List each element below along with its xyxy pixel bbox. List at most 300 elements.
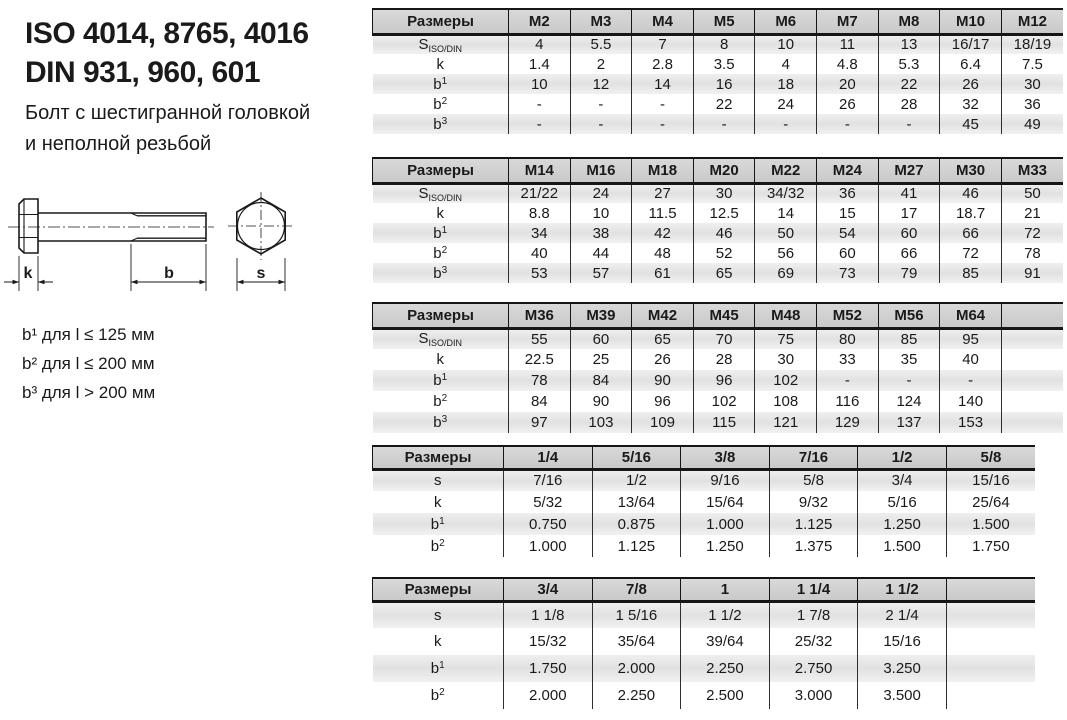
table-cell: 5.3 bbox=[878, 54, 940, 74]
table-cell: - bbox=[817, 370, 879, 391]
table-row bbox=[373, 491, 1036, 513]
table-cell: 39/64 bbox=[681, 628, 770, 655]
table-cell: 1 1/8 bbox=[504, 601, 593, 628]
table-cell: 34/32 bbox=[755, 183, 817, 203]
table-row bbox=[373, 34, 1064, 54]
table-row bbox=[373, 263, 1064, 283]
column-header: 1/4 bbox=[504, 446, 593, 469]
row-label: $b^2$ bbox=[430, 537, 445, 555]
table-cell: 49 bbox=[1001, 114, 1063, 134]
table-cell: 5/32 bbox=[504, 491, 593, 513]
table-cell: 0.875 bbox=[592, 513, 681, 535]
row-label: $b^1$ bbox=[373, 513, 504, 535]
table-cell: 2.000 bbox=[504, 682, 593, 709]
table-cell bbox=[1001, 370, 1063, 391]
table-cell: 35/64 bbox=[592, 628, 681, 655]
row-label: k bbox=[434, 493, 442, 511]
table-cell: 78 bbox=[1001, 243, 1063, 263]
bolt-technical-drawing bbox=[0, 186, 310, 320]
column-header: M20 bbox=[693, 158, 755, 183]
row-label-superscript: 2 bbox=[441, 95, 448, 107]
table-cell: 12.5 bbox=[693, 203, 755, 223]
footnote-b3: b³ для l > 200 мм bbox=[22, 383, 156, 402]
table-cell: 11 bbox=[817, 34, 879, 54]
table-row bbox=[373, 243, 1064, 263]
table-cell: - bbox=[509, 94, 571, 114]
bolt-side-view bbox=[19, 199, 206, 253]
table-cell: 0.750 bbox=[504, 513, 593, 535]
column-header: M64 bbox=[940, 303, 1002, 328]
table-cell: 12 bbox=[570, 74, 632, 94]
table-cell: 15/16 bbox=[858, 628, 947, 655]
table-cell: 115 bbox=[693, 412, 755, 433]
dimension-s-label: s bbox=[256, 265, 266, 282]
table-cell: 56 bbox=[755, 243, 817, 263]
dimension-table bbox=[372, 8, 1063, 134]
table-cell: - bbox=[570, 94, 632, 114]
table-cell: 121 bbox=[755, 412, 817, 433]
table-cell: 22.5 bbox=[509, 349, 571, 370]
table-cell: 2 bbox=[570, 54, 632, 74]
table-cell bbox=[946, 682, 1035, 709]
row-label: k bbox=[436, 55, 444, 73]
table-cell: 84 bbox=[509, 391, 571, 412]
table-cell: 44 bbox=[570, 243, 632, 263]
column-header: M48 bbox=[755, 303, 817, 328]
column-header: M4 bbox=[632, 9, 694, 34]
column-header: M7 bbox=[817, 9, 879, 34]
table-cell: 97 bbox=[509, 412, 571, 433]
table-row bbox=[373, 54, 1064, 74]
table-cell: 18/19 bbox=[1001, 34, 1063, 54]
product-description bbox=[25, 98, 310, 160]
table-row bbox=[373, 601, 1036, 628]
table-cell: 108 bbox=[755, 391, 817, 412]
table-cell: 2.000 bbox=[592, 655, 681, 682]
table-cell: 55 bbox=[509, 328, 571, 349]
row-label: $b^3$ bbox=[373, 114, 509, 134]
row-label: s bbox=[373, 469, 504, 491]
table-cell: 96 bbox=[632, 391, 694, 412]
table-cell: 26 bbox=[817, 94, 879, 114]
table-cell: 36 bbox=[1001, 94, 1063, 114]
table-cell: 54 bbox=[817, 223, 879, 243]
table-cell: - bbox=[632, 94, 694, 114]
table-row bbox=[373, 628, 1036, 655]
table-cell: 18 bbox=[755, 74, 817, 94]
column-header: M52 bbox=[817, 303, 879, 328]
table-cell: - bbox=[632, 114, 694, 134]
table-cell: 18.7 bbox=[940, 203, 1002, 223]
row-label-superscript: 3 bbox=[441, 264, 448, 276]
table-cell: - bbox=[817, 114, 879, 134]
table-cell: 8 bbox=[693, 34, 755, 54]
table-cell: 1.125 bbox=[769, 513, 858, 535]
table-cell: 66 bbox=[940, 223, 1002, 243]
row-label-superscript: 2 bbox=[439, 687, 445, 698]
table-cell: 75 bbox=[755, 328, 817, 349]
table-cell: 3.000 bbox=[769, 682, 858, 709]
table-cell: 24 bbox=[570, 183, 632, 203]
table-cell: 14 bbox=[632, 74, 694, 94]
table-cell: 85 bbox=[878, 328, 940, 349]
column-header: 3/8 bbox=[681, 446, 770, 469]
row-label: k bbox=[434, 633, 442, 650]
row-label-header: Размеры bbox=[373, 578, 504, 601]
table-cell: 3/4 bbox=[858, 469, 947, 491]
table-cell: 1 7/8 bbox=[769, 601, 858, 628]
table-cell: 30 bbox=[1001, 74, 1063, 94]
table-cell: 21/22 bbox=[509, 183, 571, 203]
table-cell: 13 bbox=[878, 34, 940, 54]
table-cell: 102 bbox=[755, 370, 817, 391]
column-header: 7/16 bbox=[769, 446, 858, 469]
table-cell: 4.8 bbox=[817, 54, 879, 74]
table-cell: 50 bbox=[1001, 183, 1063, 203]
table-cell: 60 bbox=[817, 243, 879, 263]
column-header: M16 bbox=[570, 158, 632, 183]
row-label-superscript: 2 bbox=[441, 393, 448, 404]
column-header: M33 bbox=[1001, 158, 1063, 183]
row-label-superscript: 2 bbox=[441, 244, 448, 256]
table-row bbox=[373, 328, 1064, 349]
row-label: $b^2$ bbox=[433, 95, 448, 113]
table-cell: 30 bbox=[693, 183, 755, 203]
column-header: M42 bbox=[632, 303, 694, 328]
table-cell: 52 bbox=[693, 243, 755, 263]
table-cell: 70 bbox=[693, 328, 755, 349]
table-cell bbox=[946, 628, 1035, 655]
table-cell: 10 bbox=[755, 34, 817, 54]
table-cell: 124 bbox=[878, 391, 940, 412]
row-label: $b^3$ bbox=[373, 263, 509, 283]
din-standards-line: DIN 931, 960, 601 bbox=[25, 56, 261, 89]
table-row bbox=[373, 535, 1036, 557]
table-cell: 27 bbox=[632, 183, 694, 203]
table-cell: 25/32 bbox=[769, 628, 858, 655]
thread-length-footnotes bbox=[22, 320, 155, 407]
table-cell: 46 bbox=[693, 223, 755, 243]
imperial-table-3-4-to-1-1-2 bbox=[372, 577, 1035, 709]
row-label-superscript: 1 bbox=[439, 515, 445, 527]
table-cell: 7/16 bbox=[504, 469, 593, 491]
table-cell: 91 bbox=[1001, 263, 1063, 283]
table-cell: 2.8 bbox=[632, 54, 694, 74]
table-cell: 42 bbox=[632, 223, 694, 243]
table-cell: 16/17 bbox=[940, 34, 1002, 54]
table-cell: 96 bbox=[693, 370, 755, 391]
table-cell: - bbox=[940, 370, 1002, 391]
table-cell: 7.5 bbox=[1001, 54, 1063, 74]
table-cell: 65 bbox=[693, 263, 755, 283]
column-header: M30 bbox=[940, 158, 1002, 183]
table-row bbox=[373, 203, 1064, 223]
table-cell: 30 bbox=[755, 349, 817, 370]
table-cell: 10 bbox=[570, 203, 632, 223]
table-cell: 28 bbox=[693, 349, 755, 370]
row-label-superscript: 1 bbox=[441, 372, 448, 383]
table-cell: 1.750 bbox=[504, 655, 593, 682]
dimension-b-label: b bbox=[164, 265, 174, 282]
dimension-table bbox=[372, 302, 1063, 433]
table-cell: 4 bbox=[755, 54, 817, 74]
footnote-b2: b² для l ≤ 200 мм bbox=[22, 354, 155, 373]
table-cell: 116 bbox=[817, 391, 879, 412]
table-cell: 25 bbox=[570, 349, 632, 370]
table-cell: 10 bbox=[509, 74, 571, 94]
row-label-superscript: 1 bbox=[441, 75, 448, 87]
table-cell: 78 bbox=[509, 370, 571, 391]
table-cell: 2.250 bbox=[681, 655, 770, 682]
row-label-subscript: ISO/DIN bbox=[428, 192, 463, 203]
table-cell: 6.4 bbox=[940, 54, 1002, 74]
table-cell: 102 bbox=[693, 391, 755, 412]
table-cell: 22 bbox=[878, 74, 940, 94]
dimension-table bbox=[372, 157, 1063, 283]
column-header: M2 bbox=[509, 9, 571, 34]
row-label: $b^1$ bbox=[373, 370, 509, 391]
table-row bbox=[373, 655, 1036, 682]
column-header: M8 bbox=[878, 9, 940, 34]
metric-table-m36-m64 bbox=[372, 302, 1063, 433]
table-cell: 109 bbox=[632, 412, 694, 433]
table-cell: 60 bbox=[570, 328, 632, 349]
table-cell: 45 bbox=[940, 114, 1002, 134]
table-cell: 1/2 bbox=[592, 469, 681, 491]
metric-table-m2-m12 bbox=[372, 8, 1063, 134]
column-header: M5 bbox=[693, 9, 755, 34]
column-header: M27 bbox=[878, 158, 940, 183]
table-cell: 17 bbox=[878, 203, 940, 223]
table-cell: 50 bbox=[755, 223, 817, 243]
table-cell bbox=[1001, 328, 1063, 349]
table-cell: 129 bbox=[817, 412, 879, 433]
table-cell: 46 bbox=[940, 183, 1002, 203]
column-header: M56 bbox=[878, 303, 940, 328]
table-cell: 2.500 bbox=[681, 682, 770, 709]
table-cell: 38 bbox=[570, 223, 632, 243]
table-cell: 61 bbox=[632, 263, 694, 283]
table-cell: 53 bbox=[509, 263, 571, 283]
table-cell: 2.750 bbox=[769, 655, 858, 682]
table-cell: 80 bbox=[817, 328, 879, 349]
table-cell: - bbox=[755, 114, 817, 134]
table-cell: 57 bbox=[570, 263, 632, 283]
table-row bbox=[373, 74, 1064, 94]
table-cell: 69 bbox=[755, 263, 817, 283]
table-cell: 20 bbox=[817, 74, 879, 94]
table-cell: 1.125 bbox=[592, 535, 681, 557]
row-label: k bbox=[436, 204, 444, 222]
column-header: M10 bbox=[940, 9, 1002, 34]
table-cell: 22 bbox=[693, 94, 755, 114]
table-cell: 137 bbox=[878, 412, 940, 433]
table-cell: 26 bbox=[632, 349, 694, 370]
row-label-superscript: 1 bbox=[441, 224, 448, 236]
column-header: M12 bbox=[1001, 9, 1063, 34]
table-cell: 40 bbox=[940, 349, 1002, 370]
table-row bbox=[373, 469, 1036, 491]
column-header bbox=[946, 578, 1035, 601]
table-cell: 35 bbox=[878, 349, 940, 370]
table-row bbox=[373, 682, 1036, 709]
table-cell: 28 bbox=[878, 94, 940, 114]
row-label: $b^1$ bbox=[373, 223, 509, 243]
row-label-header: Размеры bbox=[373, 158, 509, 183]
row-label: $b^1$ bbox=[373, 74, 509, 94]
table-cell: 34 bbox=[509, 223, 571, 243]
table-row bbox=[373, 349, 1064, 370]
footnote-b1: b¹ для l ≤ 125 мм bbox=[22, 325, 155, 344]
table-cell: 72 bbox=[940, 243, 1002, 263]
table-cell: 41 bbox=[878, 183, 940, 203]
table-cell: 1.500 bbox=[946, 513, 1035, 535]
row-label: k bbox=[436, 351, 444, 368]
table-cell: 5/16 bbox=[858, 491, 947, 513]
table-cell: 24 bbox=[755, 94, 817, 114]
table-cell: 15/32 bbox=[504, 628, 593, 655]
table-cell: 1.000 bbox=[504, 535, 593, 557]
table-cell: 25/64 bbox=[946, 491, 1035, 513]
column-header: 7/8 bbox=[592, 578, 681, 601]
dimension-table bbox=[372, 445, 1035, 557]
table-cell: 15/16 bbox=[946, 469, 1035, 491]
column-header: 1 1/2 bbox=[858, 578, 947, 601]
table-row bbox=[373, 412, 1064, 433]
table-cell: 72 bbox=[1001, 223, 1063, 243]
column-header: 1 bbox=[681, 578, 770, 601]
table-cell: 3.250 bbox=[858, 655, 947, 682]
table-cell: 1.375 bbox=[769, 535, 858, 557]
column-header: M36 bbox=[509, 303, 571, 328]
table-cell: 9/32 bbox=[769, 491, 858, 513]
table-row bbox=[373, 114, 1064, 134]
table-row bbox=[373, 391, 1064, 412]
table-cell: 21 bbox=[1001, 203, 1063, 223]
table-cell: 1.250 bbox=[858, 513, 947, 535]
metric-table-m14-m33 bbox=[372, 157, 1063, 283]
row-label: $S_{ISO/DIN}$ bbox=[373, 328, 509, 349]
table-cell: 90 bbox=[632, 370, 694, 391]
row-label: $b^2$ bbox=[430, 687, 445, 704]
table-cell: 7 bbox=[632, 34, 694, 54]
column-header: 1 1/4 bbox=[769, 578, 858, 601]
dimension-k-label: k bbox=[23, 265, 33, 282]
table-cell: 1 1/2 bbox=[681, 601, 770, 628]
table-cell: 79 bbox=[878, 263, 940, 283]
row-label: $S_{ISO/DIN}$ bbox=[373, 34, 509, 54]
table-cell: 153 bbox=[940, 412, 1002, 433]
table-cell: 5/8 bbox=[769, 469, 858, 491]
imperial-table-1-4-to-5-8 bbox=[372, 445, 1035, 557]
row-label-header: Размеры bbox=[373, 9, 509, 34]
table-cell: 15/64 bbox=[681, 491, 770, 513]
row-label-superscript: 1 bbox=[439, 660, 445, 671]
column-header: M39 bbox=[570, 303, 632, 328]
table-cell: 1.250 bbox=[681, 535, 770, 557]
table-cell: 15 bbox=[817, 203, 879, 223]
table-row bbox=[373, 94, 1064, 114]
column-header: 3/4 bbox=[504, 578, 593, 601]
table-cell: 11.5 bbox=[632, 203, 694, 223]
table-cell: 8.8 bbox=[509, 203, 571, 223]
column-header: 5/16 bbox=[592, 446, 681, 469]
column-header: M14 bbox=[509, 158, 571, 183]
table-cell: - bbox=[878, 370, 940, 391]
table-cell: 85 bbox=[940, 263, 1002, 283]
table-cell: 36 bbox=[817, 183, 879, 203]
table-row bbox=[373, 370, 1064, 391]
table-cell: 66 bbox=[878, 243, 940, 263]
table-cell: 73 bbox=[817, 263, 879, 283]
table-cell bbox=[946, 601, 1035, 628]
table-cell: 1.750 bbox=[946, 535, 1035, 557]
table-cell: 48 bbox=[632, 243, 694, 263]
table-cell: 14 bbox=[755, 203, 817, 223]
row-label: $S_{ISO/DIN}$ bbox=[373, 183, 509, 203]
table-cell: 60 bbox=[878, 223, 940, 243]
table-cell: 16 bbox=[693, 74, 755, 94]
table-cell: 9/16 bbox=[681, 469, 770, 491]
table-cell bbox=[946, 655, 1035, 682]
table-cell: - bbox=[509, 114, 571, 134]
table-cell: 140 bbox=[940, 391, 1002, 412]
table-cell: 2.250 bbox=[592, 682, 681, 709]
row-label: s bbox=[373, 601, 504, 628]
table-cell: 4 bbox=[509, 34, 571, 54]
table-cell: 1.000 bbox=[681, 513, 770, 535]
table-cell bbox=[1001, 412, 1063, 433]
table-cell: - bbox=[570, 114, 632, 134]
table-row bbox=[373, 223, 1064, 243]
column-header: M24 bbox=[817, 158, 879, 183]
table-cell: 26 bbox=[940, 74, 1002, 94]
description-line-1: Болт с шестигранной головкой bbox=[25, 102, 311, 124]
table-cell: 5.5 bbox=[570, 34, 632, 54]
column-header: 5/8 bbox=[946, 446, 1035, 469]
table-cell: 2 1/4 bbox=[858, 601, 947, 628]
table-cell: 103 bbox=[570, 412, 632, 433]
column-header: M22 bbox=[755, 158, 817, 183]
table-cell: 1 5/16 bbox=[592, 601, 681, 628]
table-cell: 1.500 bbox=[858, 535, 947, 557]
table-cell: 90 bbox=[570, 391, 632, 412]
row-label-header: Размеры bbox=[373, 303, 509, 328]
column-header: M18 bbox=[632, 158, 694, 183]
table-cell: - bbox=[693, 114, 755, 134]
column-header: M6 bbox=[755, 9, 817, 34]
row-label-superscript: 3 bbox=[441, 414, 448, 425]
table-cell: 84 bbox=[570, 370, 632, 391]
description-line-2: и неполной резьбой bbox=[25, 133, 212, 155]
row-label-subscript: ISO/DIN bbox=[428, 43, 463, 54]
standards-title bbox=[25, 14, 309, 92]
row-label-superscript: 3 bbox=[441, 115, 448, 127]
table-row bbox=[373, 183, 1064, 203]
row-label-superscript: 2 bbox=[439, 537, 445, 549]
table-cell: 13/64 bbox=[592, 491, 681, 513]
table-row bbox=[373, 513, 1036, 535]
iso-standards-line: ISO 4014, 8765, 4016 bbox=[25, 17, 309, 50]
table-cell: 3.5 bbox=[693, 54, 755, 74]
column-header: 1/2 bbox=[858, 446, 947, 469]
table-cell: 1.4 bbox=[509, 54, 571, 74]
dimension-table bbox=[372, 577, 1035, 709]
row-label: $b^3$ bbox=[373, 412, 509, 433]
row-label: $b^1$ bbox=[373, 655, 504, 682]
table-cell: 65 bbox=[632, 328, 694, 349]
row-label-header: Размеры bbox=[373, 446, 504, 469]
